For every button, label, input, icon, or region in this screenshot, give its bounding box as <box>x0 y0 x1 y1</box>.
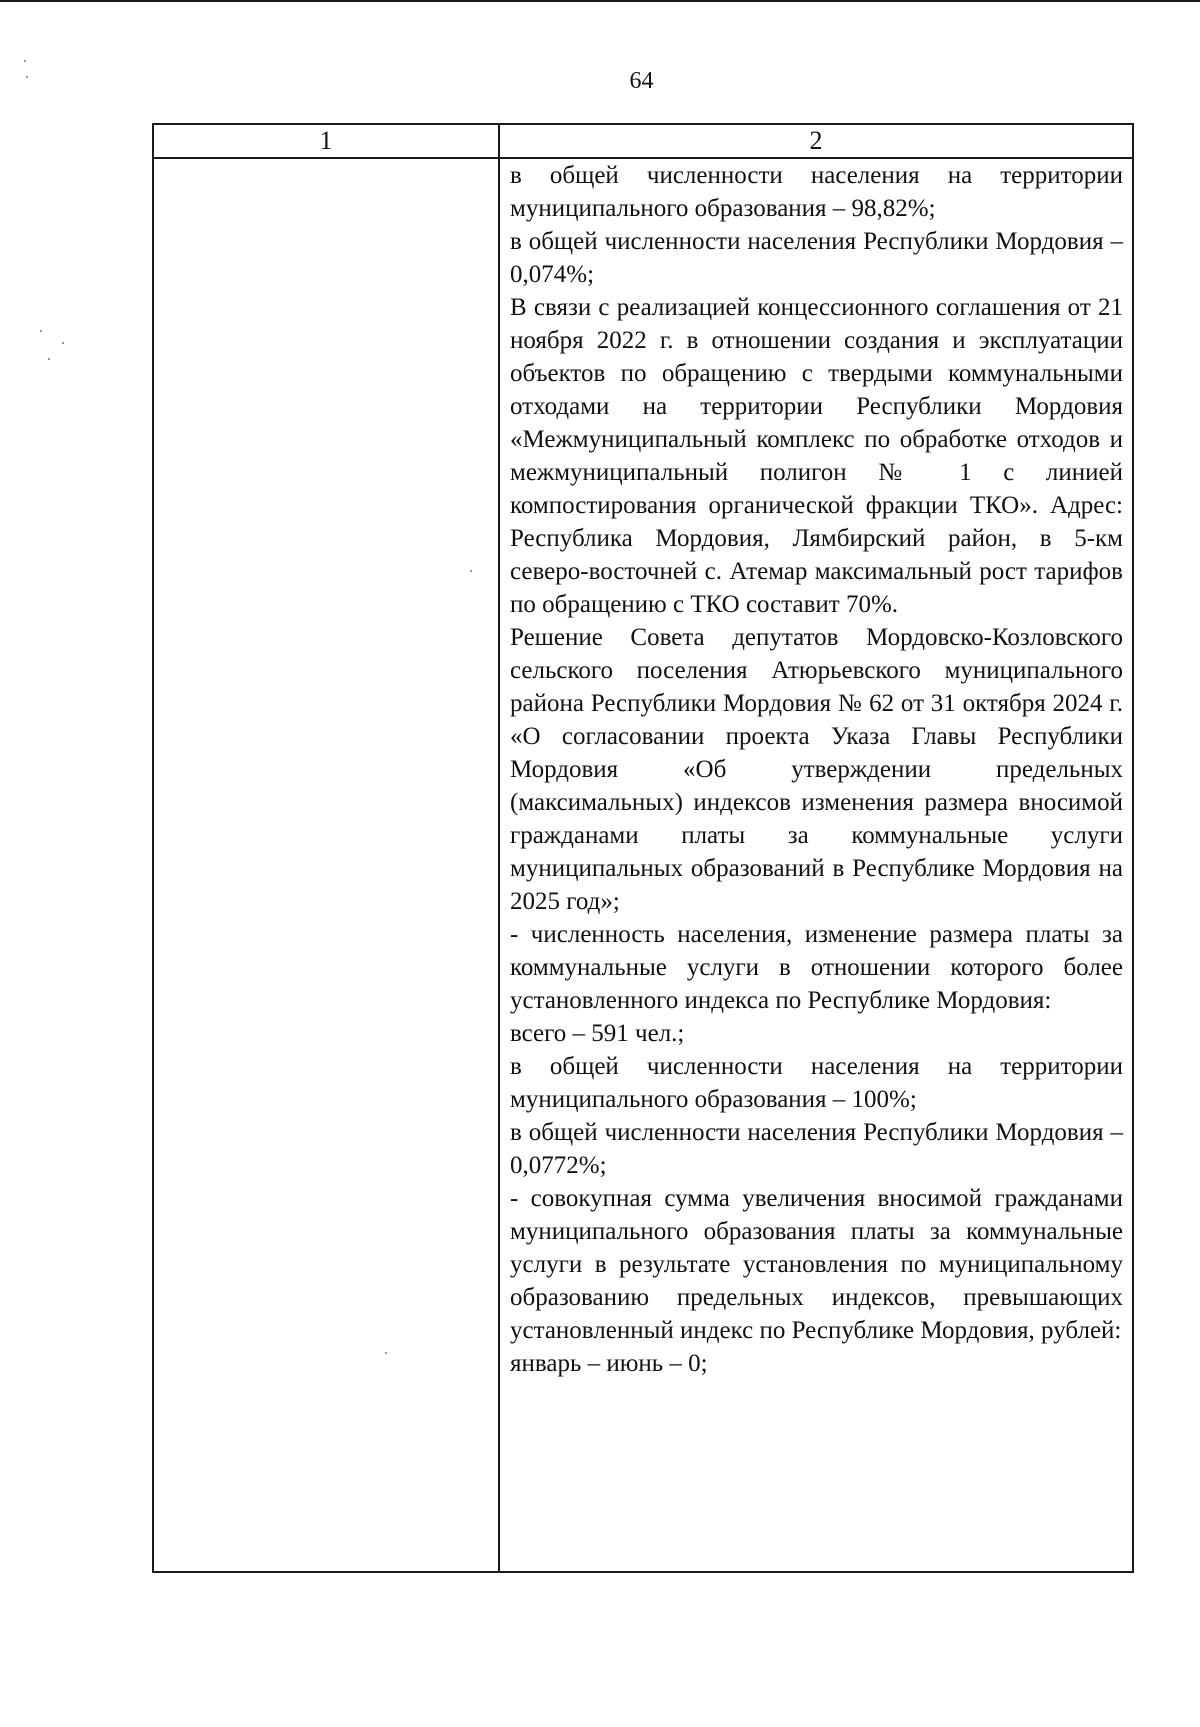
table-row <box>153 158 1133 1572</box>
paragraph-concession: В связи с реализацией концессионного соглашения от 21 ноября 2022 г. в отношении создания и эксплуатации объектов по обращению с твердыми коммунальными отходами на территории Республики Мордовия «Межмуниципальный комплекс по обработке отходов и межмуниципальный полигон № 1 с линией компостирования органической фракции ТКО». Адрес: Республика Мордовия, Лямбирский район, в 5-км северо-восточней с. Атемар максимальный рост тарифов по обращению с ТКО составит 70%. <box>510 294 1123 618</box>
paragraph-share-republic: в общей численности населения Республики Мордовия – 0,074%; <box>510 228 1123 288</box>
page-number: 64 <box>629 68 654 94</box>
right-cell <box>499 158 1133 1572</box>
paragraph-total-population: всего – 591 чел.; <box>510 1020 685 1047</box>
table-header-row <box>153 124 1133 158</box>
paragraph-share-republic-0772: в общей численности населения Республики Мордовия – 0,0772%; <box>510 1119 1123 1179</box>
column-header-1: 1 <box>153 124 499 158</box>
paragraph-share-municipal: в общей численности населения на территории муниципального образования – 98,82%; <box>510 162 1123 222</box>
paragraph-january-june: январь – июнь – 0; <box>510 1350 708 1377</box>
paragraph-council-decision: Решение Совета депутатов Мордовско-Козловского сельского поселения Атюрьевского муниципального района Республики Мордовия № 62 от 31 октября 2024 г. «О согласовании проекта Указа Главы Республики Мордовия «Об утверждении предельных (максимальных) индексов изменения размера вносимой гражданами платы за коммунальные услуги муниципальных образований в Республике Мордовия на 2025 год»; <box>510 624 1123 915</box>
scan-speck <box>26 76 28 78</box>
scan-speck <box>48 358 50 360</box>
scan-speck <box>24 60 26 62</box>
paragraph-total-increase: - совокупная сумма увеличения вносимой гражданами муниципального образования платы за коммунальные услуги в результате установления по муниципальному образованию предельных индексов, превышающих установленный индекс по Республике Мордовия, рублей: <box>510 1185 1123 1344</box>
column-header-2: 2 <box>499 124 1133 158</box>
scan-speck <box>385 1352 387 1354</box>
page-top-border <box>0 0 1200 2</box>
scan-speck <box>62 342 64 344</box>
paragraph-population-count-intro: - численность населения, изменение размера платы за коммунальные услуги в отношении которого более установленного индекса по Республике Мордовия: <box>510 921 1123 1014</box>
document-table <box>152 123 1134 1573</box>
left-cell <box>153 158 499 1572</box>
scan-speck <box>470 570 472 572</box>
scan-speck <box>40 330 42 332</box>
paragraph-share-municipal-100: в общей численности населения на территории муниципального образования – 100%; <box>510 1053 1123 1113</box>
